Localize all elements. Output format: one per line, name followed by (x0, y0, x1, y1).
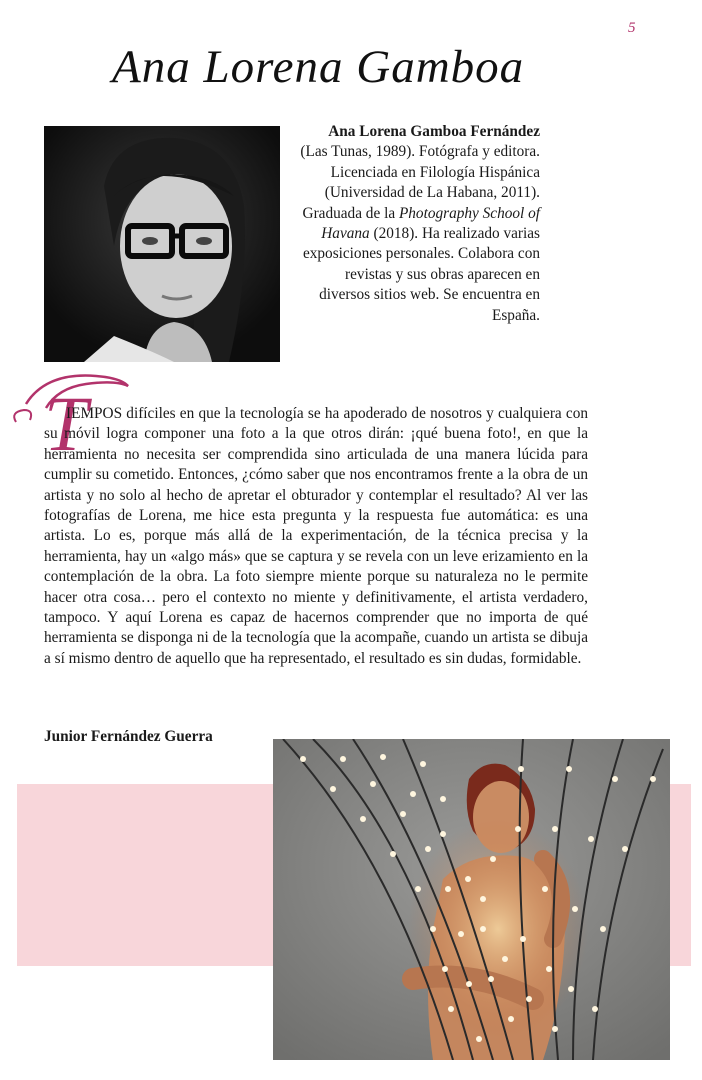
essay-author: Junior Fernández Guerra (44, 728, 213, 745)
author-bio (300, 122, 540, 326)
lights-illustration (273, 739, 670, 1060)
bio-text-1: (Las Tunas, 1989). Fotógrafa y editora. Licenciada en Filología Hispánica (Universidad de La Habana, 2011). Graduada de la (300, 143, 540, 222)
essay-body: IEMPOS difíciles en que la tecnología se ha apoderado de nosotros y cualquiera con su móvil logra componer una foto a la que otros dirán: ¡qué buena foto!, en que la herramienta no necesita ser comprendida sino articulada de una manera lúcida para cumplir su cometido. Entonces, ¿cómo saber que nos encontramos frente a la obra de un artista y no solo al hecho de apretar el obturador y contemplar el resultado? Al ver las fotografías de Lorena, me hice esta pregunta y la respuesta fue automática: es una artista. Lo es, porque más allá de la experimentación, de la técnica precisa y la herramienta, hay un «algo más» que se captura y se revela con un leve erizamiento en la contemplación de la obra. La foto siempre miente porque su naturaleza no le permite hacer otra cosa… pero el contexto no miente y definitivamente, el artista verdadero, tampoco. Y aquí Lorena es capaz de hacernos comprender que no importa de qué herramienta se disponga ni de la tecnología que la acompañe, cuando un artista se dibuja a sí mismo dentro de aquello que ha representado, el resultado es sin dudas, formidable. (44, 405, 588, 667)
bio-text-2: (2018). Ha realizado varias exposiciones personales. Colabora con revistas y sus obras aparecen en diversos sitios web. Se encuentra en España. (302, 225, 540, 324)
portrait-photo (44, 126, 280, 362)
bio-school: Photography School of Havana (321, 204, 540, 243)
drop-cap-letter: T (44, 380, 88, 464)
portrait-illustration (44, 126, 280, 362)
page-title: Ana Lorena Gamboa (112, 41, 525, 93)
page-number: 5 (628, 20, 636, 36)
bio-name: Ana Lorena Gamboa Fernández (328, 123, 540, 140)
lights-photo (273, 739, 670, 1060)
